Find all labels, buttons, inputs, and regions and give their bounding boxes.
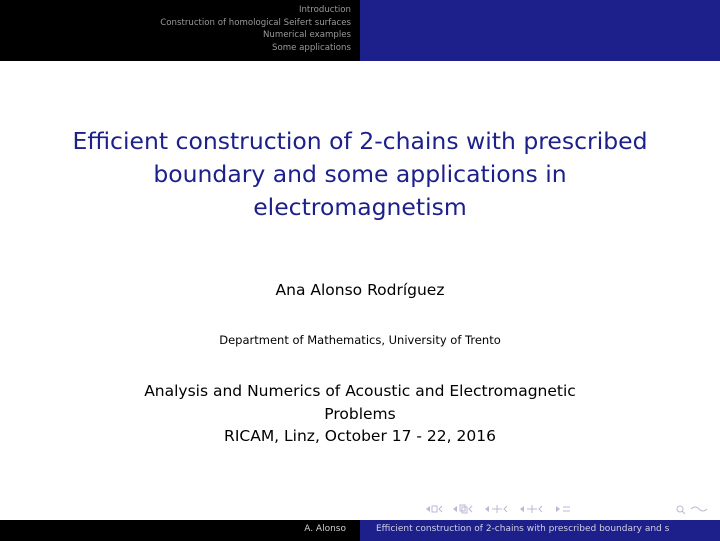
headline-bar xyxy=(0,0,720,61)
footline-bar xyxy=(0,520,720,541)
section-navigation xyxy=(0,0,360,61)
event-info xyxy=(0,380,720,448)
footer-title: Efficient construction of 2-chains with prescribed boundary and s xyxy=(376,524,670,534)
frame-back-icon[interactable] xyxy=(426,506,442,512)
subsection-back-icon[interactable] xyxy=(485,505,507,513)
presentation-icon[interactable] xyxy=(556,506,570,512)
subsection-navigation xyxy=(360,0,720,61)
title-line: Efficient construction of 2-chains with prescribed xyxy=(72,127,648,155)
nav-section-introduction[interactable]: Introduction xyxy=(298,5,351,15)
institute: Department of Mathematics, University of Trento xyxy=(219,333,501,347)
footline-title-box xyxy=(360,520,720,541)
navigation-symbols-svg xyxy=(423,503,720,515)
nav-section-applications[interactable]: Some applications xyxy=(272,42,351,53)
footline-author-box xyxy=(0,520,360,541)
search-icon[interactable] xyxy=(677,506,707,514)
author-name: Ana Alonso Rodríguez xyxy=(275,281,445,299)
event-line: Problems xyxy=(324,404,396,423)
title-line: electromagnetism xyxy=(253,193,467,221)
event-line: RICAM, Linz, October 17 - 22, 2016 xyxy=(224,427,496,445)
section-back-icon[interactable] xyxy=(453,505,472,513)
nav-section-construction[interactable]: Construction of homological Seifert surfaces xyxy=(160,17,351,28)
event-line: Analysis and Numerics of Acoustic and Electromagnetic xyxy=(144,382,576,400)
title-line: boundary and some applications in xyxy=(153,160,567,188)
presentation-title xyxy=(0,125,720,224)
beamer-navigation-symbols xyxy=(423,503,720,515)
nav-section-numerical-examples[interactable]: Numerical examples xyxy=(262,30,351,41)
section-navigation-icon[interactable] xyxy=(520,505,542,513)
footer-author: A. Alonso xyxy=(304,524,346,534)
